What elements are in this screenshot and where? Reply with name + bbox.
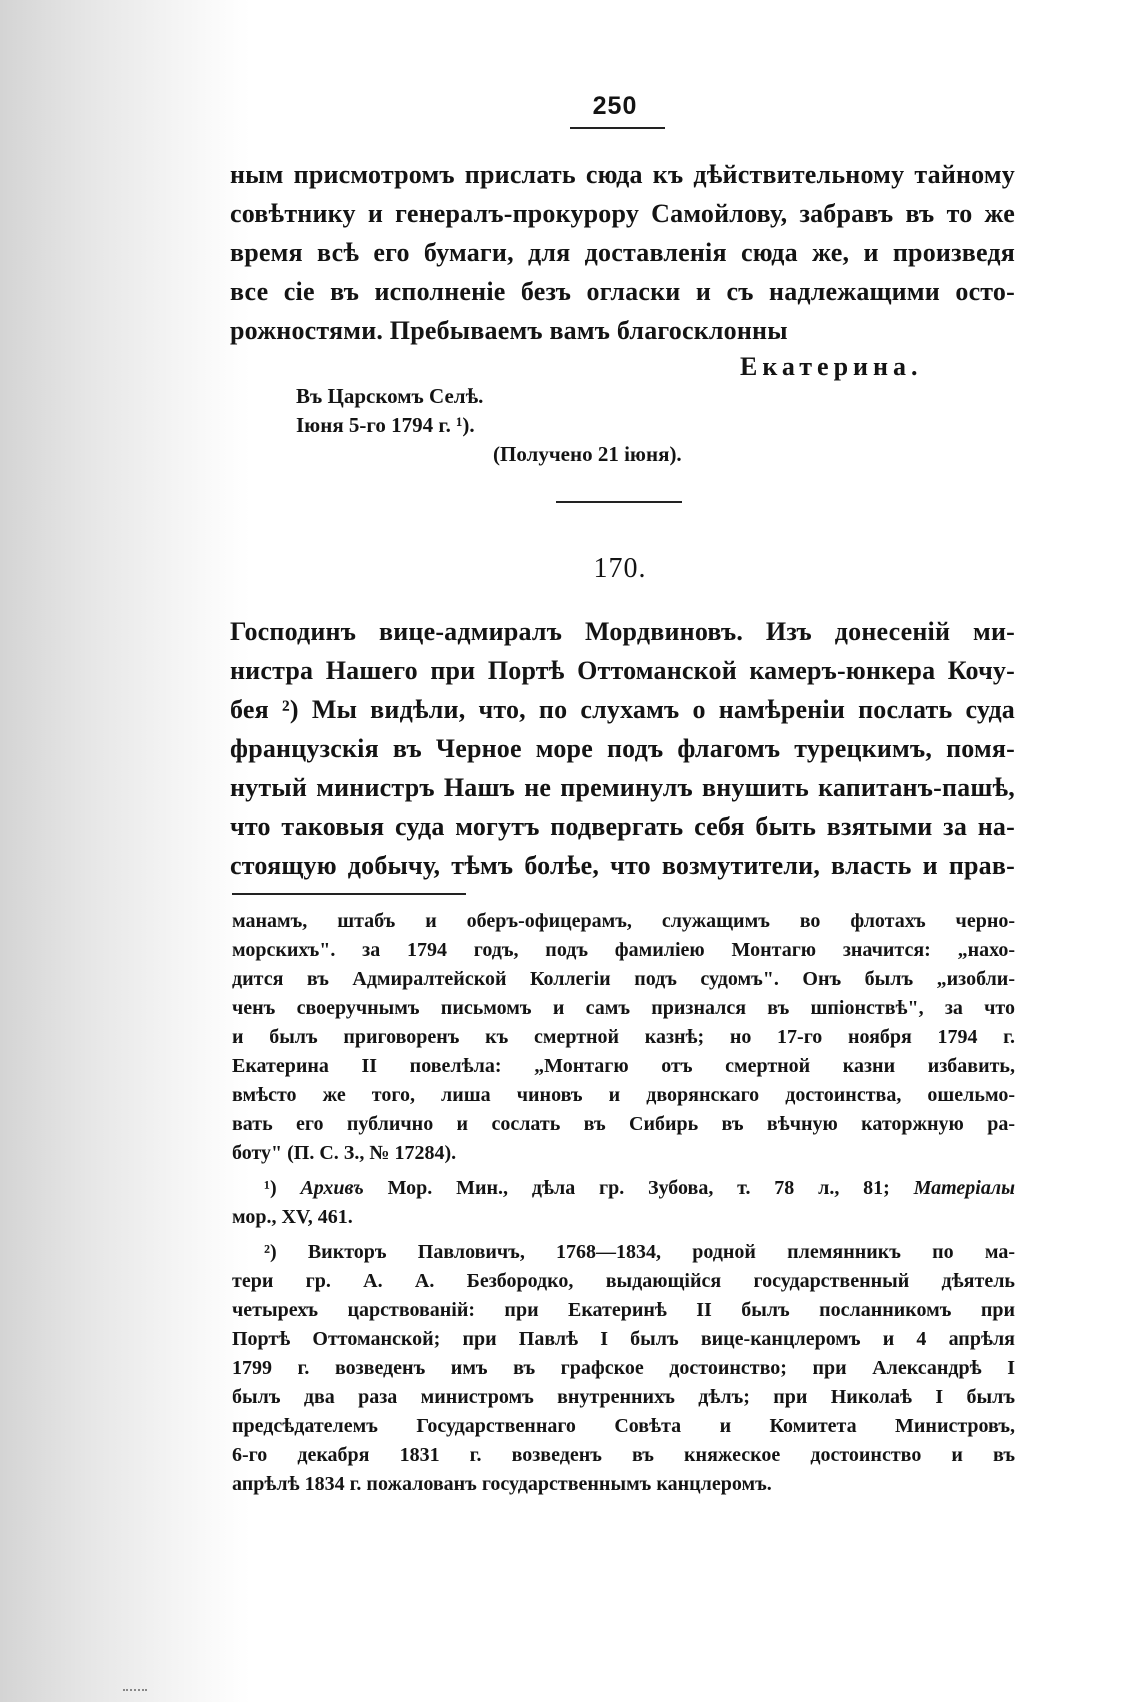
footnote-1-archive: Архивъ [300, 1177, 364, 1199]
footnote-2-line: ²) Викторъ Павловичъ, 1768—1834, родной племянникъ по ма- [264, 1241, 1015, 1263]
document-line: Господинъ вице-адмиралъ Мордвиновъ. Изъ донесеній ми- [230, 617, 1015, 646]
document-line: бея ²) Мы видѣли, что, по слухамъ о намѣреніи послать суда [230, 695, 1015, 724]
document-line: французскія въ Черное море подъ флагомъ турецкимъ, помя- [230, 734, 1015, 763]
footnote-line: морскихъ". за 1794 годъ, подъ фамиліею Монтагю значится: „нахо- [232, 939, 1015, 961]
letter-date: Іюня 5-го 1794 г. ¹). [296, 413, 475, 437]
footnote-2-line: четырехъ царствованій: при Екатеринѣ II былъ посланникомъ при [232, 1299, 1015, 1321]
page-number-underline [570, 127, 665, 129]
received-note: (Получено 21 іюня). [493, 442, 682, 466]
footnote-2-line: 1799 г. возведенъ имъ въ графское достоинство; при Александрѣ I [232, 1357, 1015, 1379]
footnote-2-line-last: апрѣлѣ 1834 г. пожалованъ государственнымъ канцлеромъ. [232, 1473, 772, 1495]
document-line: стоящую добычу, тѣмъ болѣе, что возмутители, власть и прав- [230, 851, 1015, 880]
signature: Екатерина. [740, 352, 923, 381]
page-number: 250 [592, 92, 638, 120]
scan-margin-mark [123, 1689, 147, 1694]
footnote-line: манамъ, штабъ и оберъ-офицерамъ, служащимъ во флотахъ черно- [232, 910, 1015, 932]
footnote-line: и былъ приговоренъ къ смертной казнѣ; но 17-го ноября 1794 г. [232, 1026, 1015, 1048]
letter-line: ным присмотромъ прислать сюда къ дѣйствительному тайному [230, 160, 1015, 189]
footnote-line-last: боту" (П. С. З., № 17284). [232, 1142, 457, 1164]
document-line: нистра Нашего при Портѣ Оттоманской камеръ-юнкера Кочу- [230, 656, 1015, 685]
letter-place: Въ Царскомъ Селѣ. [296, 384, 484, 408]
letter-line: все сіе въ исполненіе безъ огласки и съ надлежащими осто- [230, 277, 1015, 306]
footnote-1-marker: ¹) [264, 1177, 277, 1199]
document-line: что таковыя суда могутъ подвергать себя быть взятыми за на- [230, 812, 1015, 841]
footnote-1-text: Мор. Мин., дѣла гр. Зубова, т. 78 л., 81; [387, 1177, 890, 1199]
letter-line: время всѣ его бумаги, для доставленія сюда же, и произведя [230, 238, 1015, 267]
document-line: нутый министръ Нашъ не преминулъ внушить капитанъ-пашѣ, [230, 773, 1015, 802]
footnote-1-line-2: мор., XV, 461. [232, 1206, 353, 1228]
footnote-2-line: тери гр. А. А. Безбородко, выдающійся государственный дѣятель [232, 1270, 1015, 1292]
section-separator [556, 501, 682, 503]
letter-line-last: рожностями. Пребываемъ вамъ благосклонны [230, 316, 788, 345]
footnote-line: вать его публично и сослать въ Сибирь въ вѣчную каторжную ра- [232, 1113, 1015, 1135]
footnote-2-line: Портѣ Оттоманской; при Павлѣ I былъ вице-канцлеромъ и 4 апрѣля [232, 1328, 1015, 1350]
letter-line: совѣтнику и генералъ-прокурору Самойлову, забравъ въ то же [230, 199, 1015, 228]
footnote-rule [232, 893, 466, 895]
footnote-2-line: былъ два раза министромъ внутреннихъ дѣлъ; при Николаѣ I былъ [232, 1386, 1015, 1408]
footnote-line: Екатерина II повелѣла: „Монтагю отъ смертной казни избавить, [232, 1055, 1015, 1077]
footnote-2-line: 6-го декабря 1831 г. возведенъ въ княжеское достоинство и въ [232, 1444, 1015, 1466]
footnote-2-line: предсѣдателемъ Государственнаго Совѣта и Комитета Министровъ, [232, 1415, 1015, 1437]
footnote-line: ченъ своеручнымъ письмомъ и самъ признался въ шпіонствѣ", за что [232, 997, 1015, 1019]
footnote-line: дится въ Адмиралтейской Коллегіи подъ судомъ". Онъ былъ „изобли- [232, 968, 1015, 990]
footnote-1-materials: Матеріалы [913, 1177, 1015, 1199]
footnote-1 [264, 1177, 1015, 1200]
footnote-line: вмѣсто же того, лиша чиновъ и дворянскаго достоинства, ошельмо- [232, 1084, 1015, 1106]
document-number: 170. [593, 553, 647, 584]
